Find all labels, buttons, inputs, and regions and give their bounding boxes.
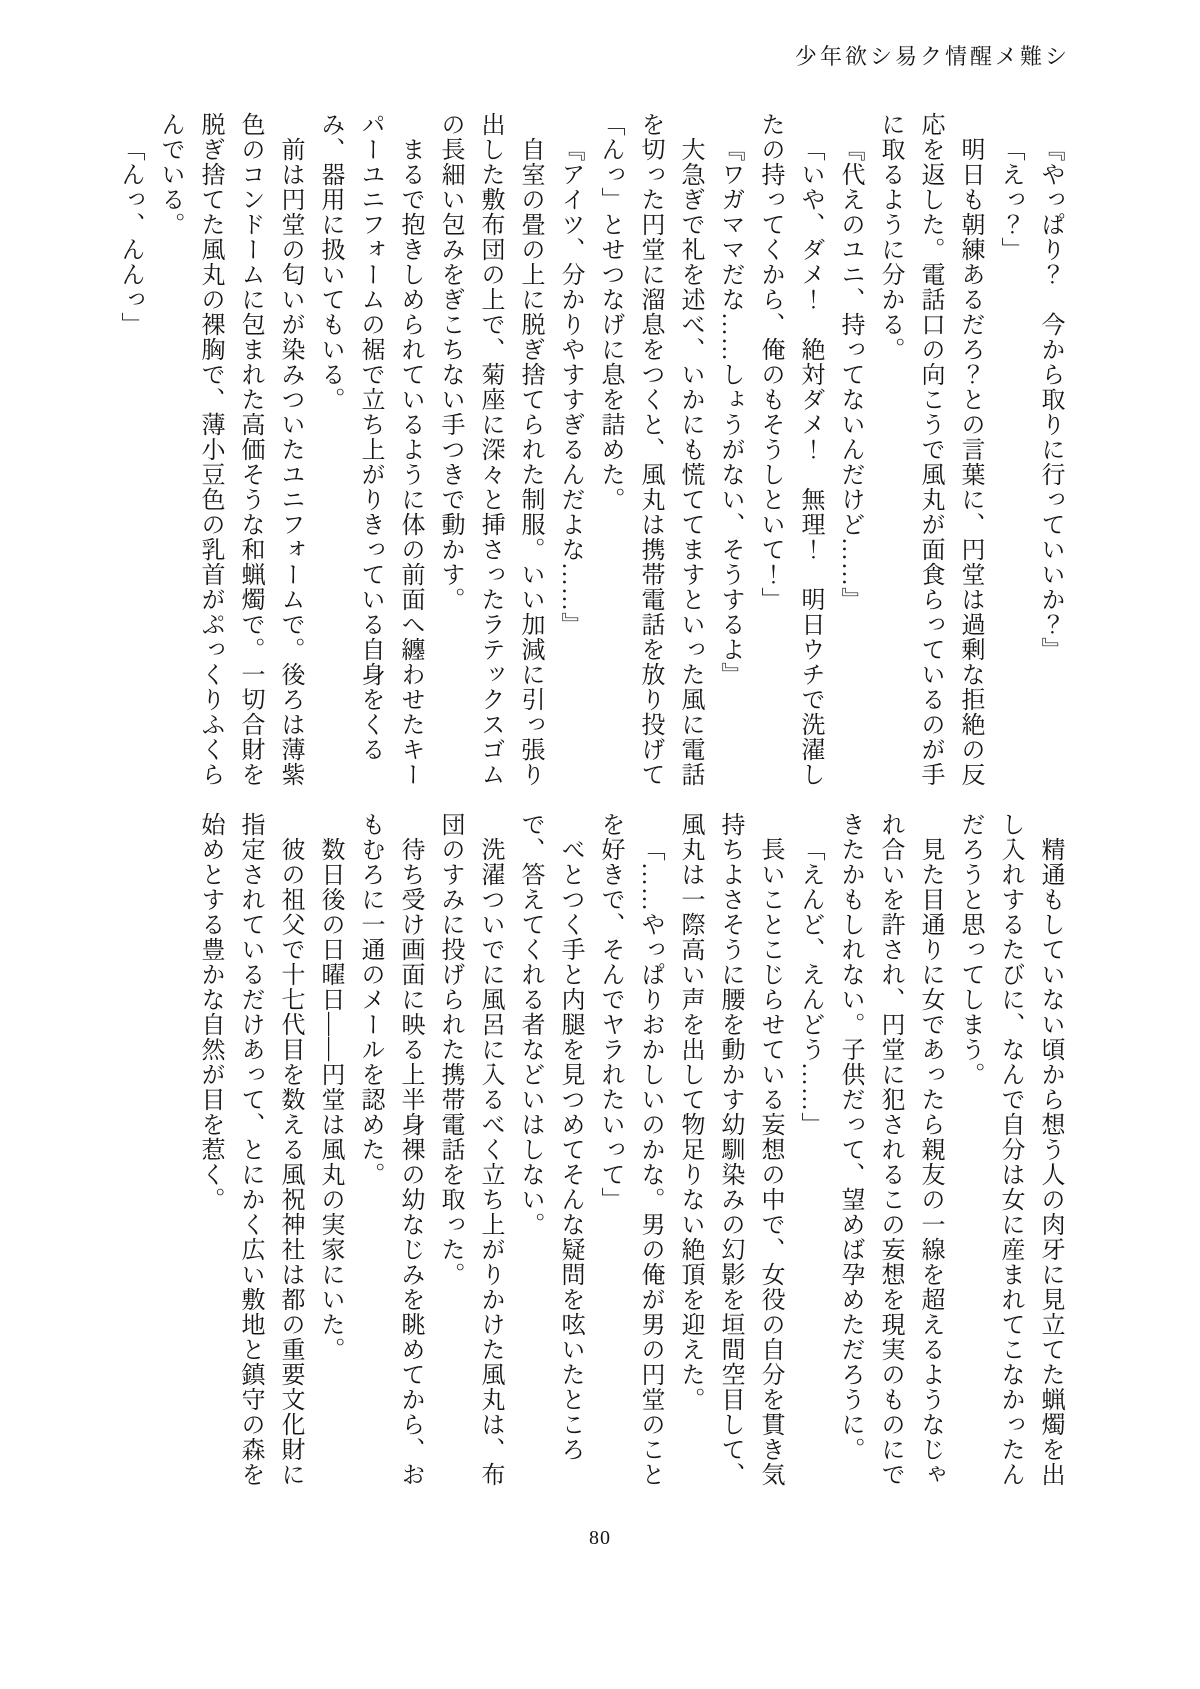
paragraph: 洗濯ついでに風呂に入るべく立ち上がりかけた風丸は、布団のすみに投げられた携帯電話を取った。 [437,812,503,1487]
paragraph: 見た目通りに女であったら親友の一線を超えるようなじゃれ合いを許され、円堂に犯されるこの妄想を現実のものにできたかもしれない。子供だって、望めば孕めただろうに。 [837,812,943,1487]
paragraph: 『ワガママだな……しょうがない、そうするよ』 [717,137,743,687]
paragraph: まるで抱きしめられているように体の前面へ纏わせたキーパーユニフォームの裾で立ち上がりきっている自身をくるみ、器用に扱いてもいる。 [317,112,423,787]
paragraph: 長いことこじらせている妄想の中で、女役の自分を貫き気持ちよさそうに腰を動かす幼馴染みの幻影を垣間空目して、風丸は一際高い声を出して物足りない絶頂を迎えた。 [677,812,783,1487]
paragraph: 大急ぎで礼を述べ、いかにも慌ててますといった風に電話を切った円堂に溜息をつくと、風丸は携帯電話を放り投げて「んっ」とせつなげに息を詰めた。 [597,112,703,787]
paragraph: べとつく手と内腿を見つめてそんな疑問を呟いたところで、答えてくれる者などいはしない。 [517,812,583,1462]
running-header-title: 少年欲シ易ク情醒メ難シ [794,44,1070,69]
paragraph: 「……やっぱりおかしいのかな。男の俺が男の円堂のことを好きで、そんでヤラれたいって」 [597,812,663,1487]
paragraph: 自室の畳の上に脱ぎ捨てられた制服。いい加減に引っ張り出した敷布団の上で、菊座に深々と挿さったラテックスゴムの長細い包みをぎこちない手つきで動かす。 [437,112,543,787]
paragraph: 「えんど、えんどう……」 [797,837,823,1137]
paragraph: 待ち受け画面に映る上半身裸の幼なじみを眺めてから、おもむろに一通のメールを認めた。 [357,812,423,1487]
upper-text-block [98,112,1070,790]
page-number: 80 [589,1527,611,1549]
paragraph: 「んっ、んんっ」 [117,137,143,337]
lower-text-block [98,812,1070,1490]
paragraph: 「えっ？」 [997,137,1023,262]
paragraph: 明日も朝練あるだろ？との言葉に、円堂は過剰な拒絶の反応を返した。電話口の向こうで風丸が面食らっているのが手に取るように分かる。 [877,112,983,787]
paragraph: 彼の祖父で十七代目を数える風祝神社は都の重要文化財に指定されているだけあって、とにかく広い敷地と鎮守の森を始めとする豊かな自然が目を惹く。 [197,812,303,1487]
paragraph: 数日後の日曜日――円堂は風丸の実家にいた。 [317,837,343,1362]
paragraph: 『やっぱり？ 今から取りに行っていいか？』 [1037,137,1063,662]
paragraph: 「いや、ダメ！ 絶対ダメ！ 無理！ 明日ウチで洗濯したの持ってくから、俺のもそうしといて！」 [757,112,823,787]
paragraph: 前は円堂の匂いが染みついたユニフォームで。後ろは薄紫色のコンドームに包まれた高価そうな和蝋燭で。一切合財を脱ぎ捨てた風丸の裸胸で、薄小豆色の乳首がぷっくりふくらんでいる。 [157,112,303,787]
paragraph: 精通もしていない頃から想う人の肉牙に見立てた蝋燭を出し入れするたびに、なんで自分は女に産まれてこなかったんだろうと思ってしまう。 [957,812,1063,1487]
paragraph: 『代えのユニ、持ってないんだけど……』 [837,137,863,612]
paragraph: 『アイツ、分かりやすすぎるんだよな……』 [557,137,583,637]
